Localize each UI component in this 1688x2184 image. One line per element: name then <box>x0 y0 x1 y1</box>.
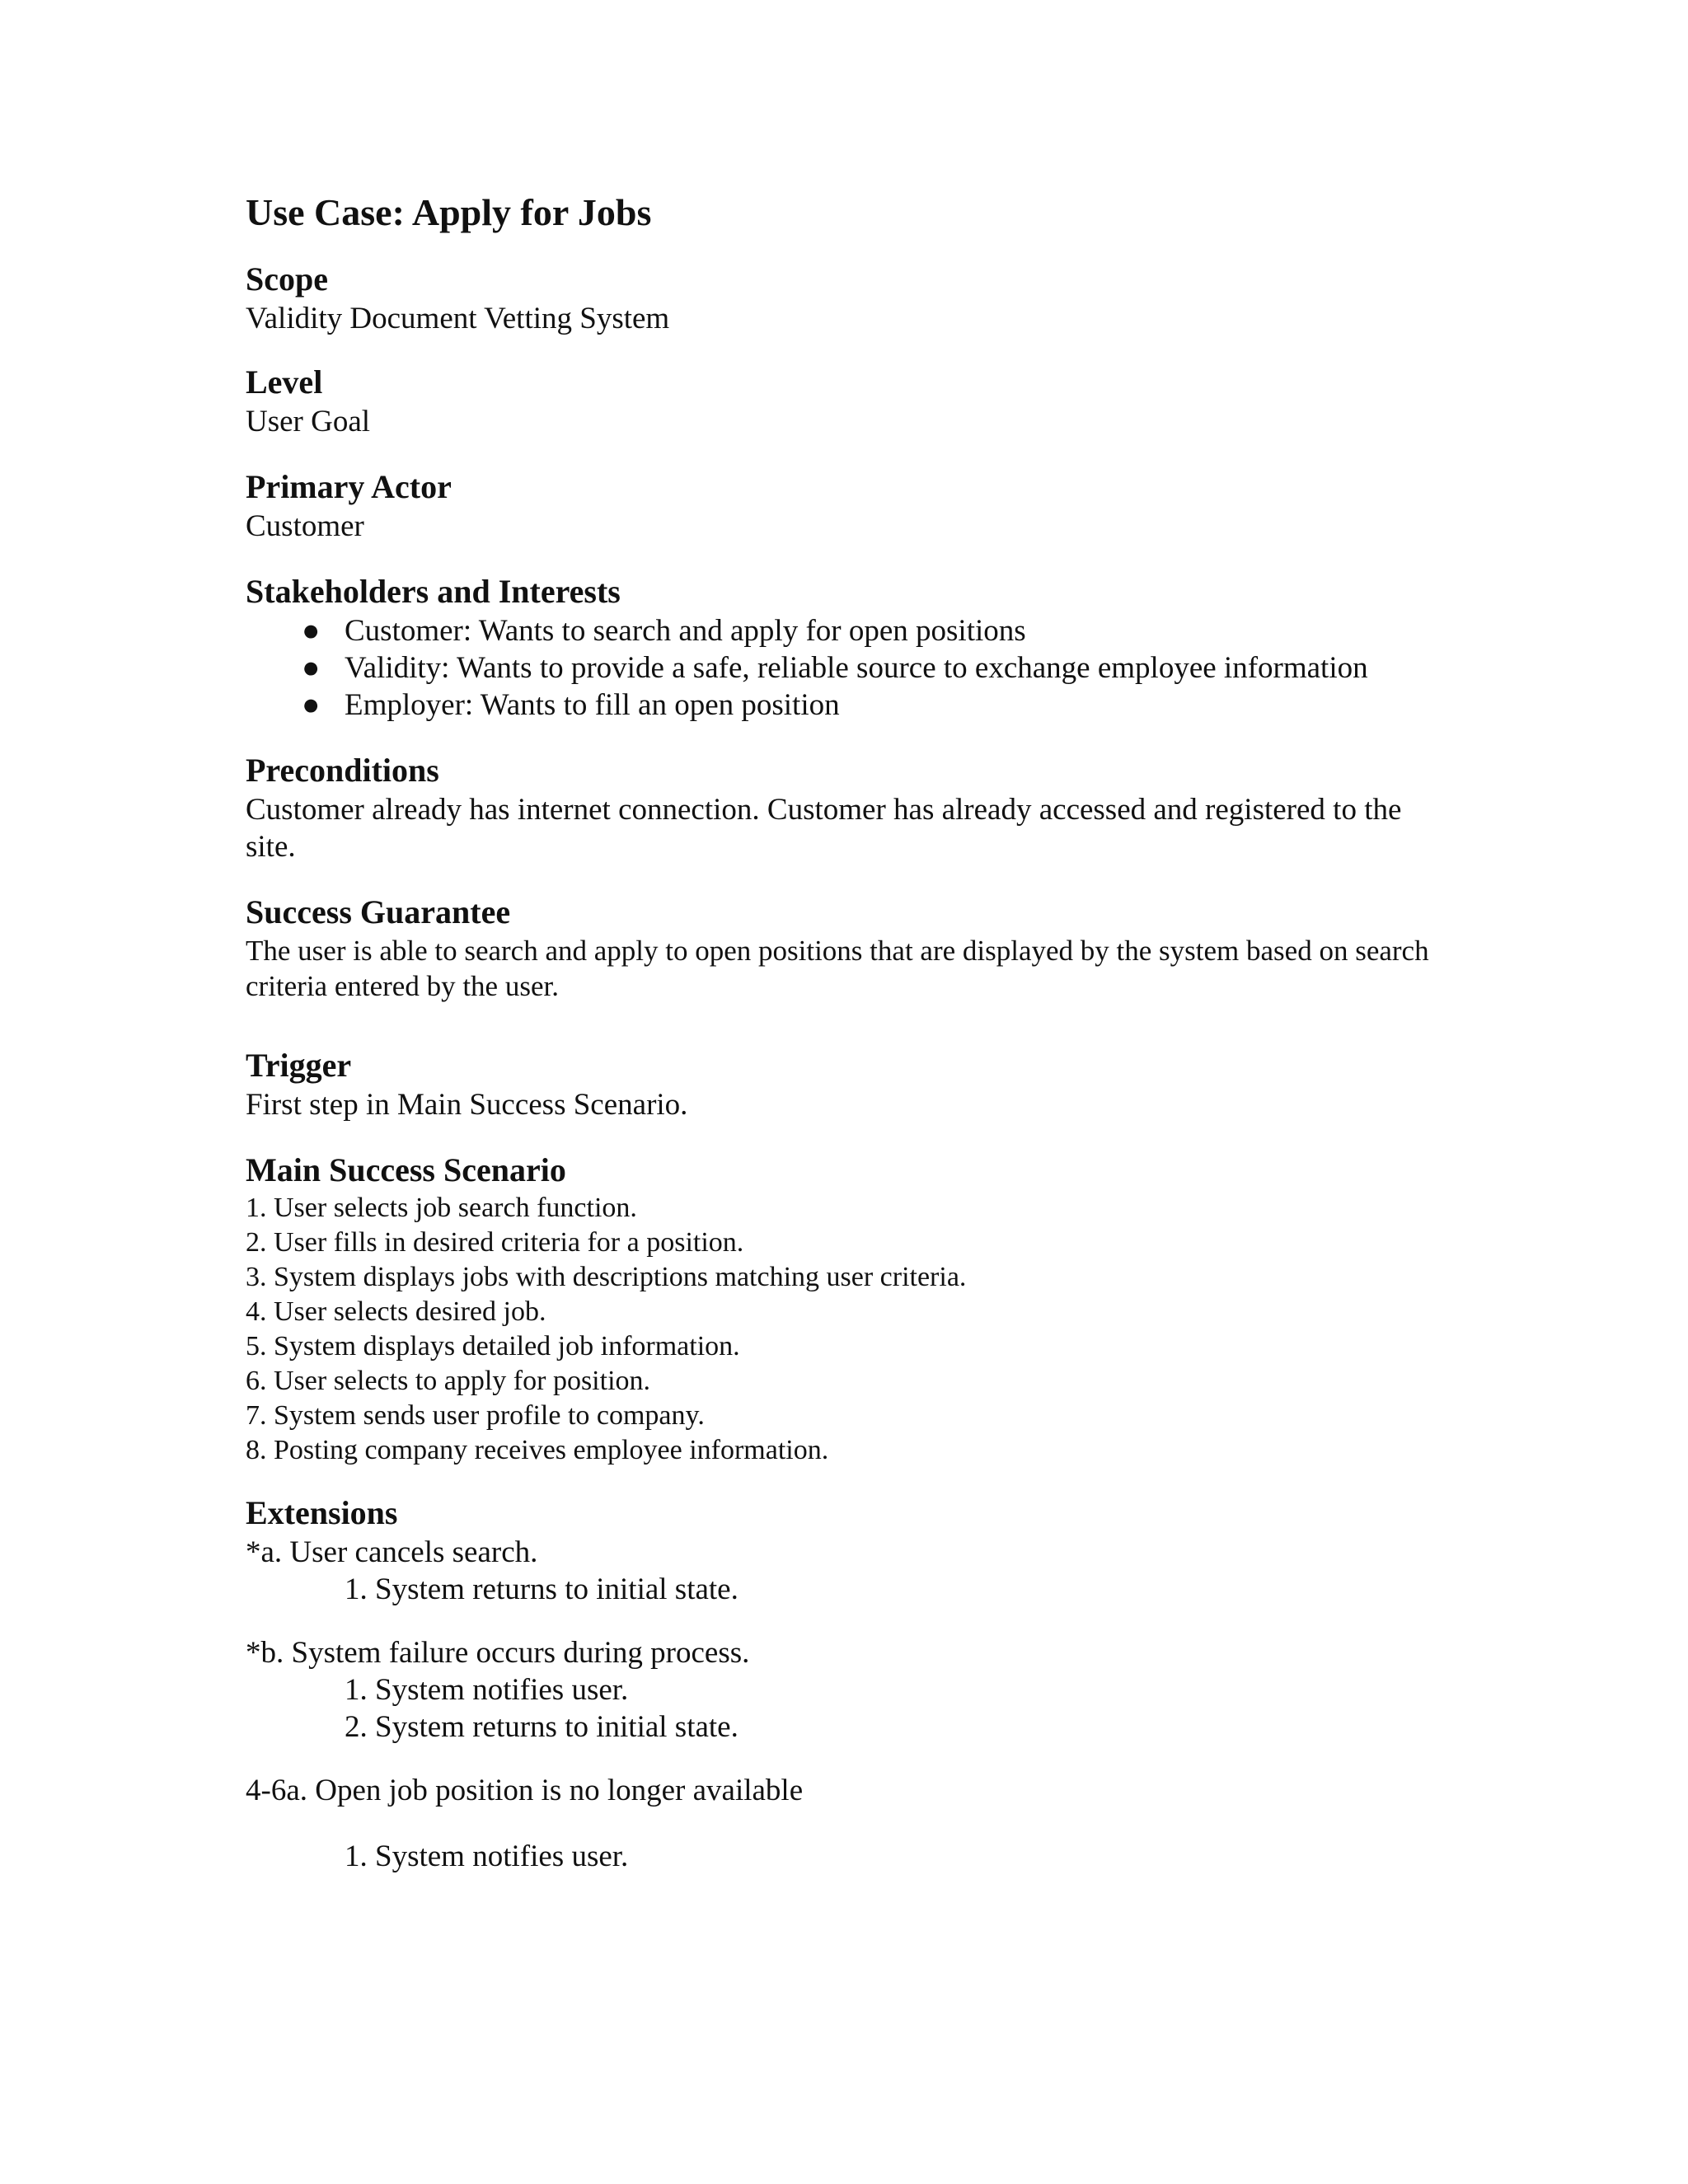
preconditions-heading: Preconditions <box>246 752 439 789</box>
main-success-heading: Main Success Scenario <box>246 1151 566 1188</box>
primary-actor-section <box>246 466 1441 545</box>
scenario-step: 8. Posting company receives employee information. <box>246 1435 829 1465</box>
extensions-section <box>246 1493 1441 1875</box>
primary-actor-heading: Primary Actor <box>246 468 452 505</box>
bullet-icon: ● <box>302 688 321 722</box>
stakeholders-heading: Stakeholders and Interests <box>246 573 621 610</box>
extensions-heading: Extensions <box>246 1494 398 1531</box>
scope-text: Validity Document Vetting System <box>246 302 670 335</box>
extension-step: 1. System notifies user. <box>345 1673 629 1707</box>
list-item-text: Employer: Wants to fill an open position <box>345 688 840 722</box>
success-guarantee-heading: Success Guarantee <box>246 893 511 930</box>
list-item-text: Customer: Wants to search and apply for open positions <box>345 614 1026 648</box>
extension-step: 2. System returns to initial state. <box>345 1710 738 1744</box>
document-page <box>246 190 1441 1875</box>
scope-section <box>246 259 1441 337</box>
level-heading: Level <box>246 363 323 401</box>
extension-label: *a. User cancels search. <box>246 1535 538 1569</box>
preconditions-section <box>246 750 1441 865</box>
bullet-icon: ● <box>302 614 321 648</box>
preconditions-text: Customer already has internet connection. Customer has already accessed and registered to the site. <box>246 793 1402 864</box>
extension-step: 1. System returns to initial state. <box>345 1572 738 1606</box>
trigger-text: First step in Main Success Scenario. <box>246 1088 688 1122</box>
stakeholders-list <box>246 612 1441 724</box>
scenario-step: 6. User selects to apply for position. <box>246 1366 651 1396</box>
page-title: Use Case: Apply for Jobs <box>246 191 652 233</box>
scenario-step: 4. User selects desired job. <box>246 1296 546 1327</box>
list-item <box>246 687 1441 724</box>
list-item <box>246 612 1441 649</box>
extension-label: 4-6a. Open job position is no longer available <box>246 1774 804 1807</box>
extension-label: *b. System failure occurs during process. <box>246 1636 750 1670</box>
success-guarantee-text: The user is able to search and apply to open positions that are displayed by the system based on search criteria entered by the user. <box>246 935 1429 1002</box>
scope-heading: Scope <box>246 260 328 298</box>
extension-a <box>246 1534 1441 1608</box>
extension-c <box>246 1772 1441 1875</box>
scenario-step: 7. System sends user profile to company. <box>246 1400 705 1431</box>
scenario-step: 2. User fills in desired criteria for a position. <box>246 1227 744 1258</box>
trigger-heading: Trigger <box>246 1047 352 1084</box>
scenario-step: 5. System displays detailed job information. <box>246 1331 740 1361</box>
trigger-section <box>246 1045 1441 1123</box>
extension-step: 1. System notifies user. <box>345 1840 629 1873</box>
primary-actor-text: Customer <box>246 509 364 543</box>
bullet-icon: ● <box>302 651 321 685</box>
success-guarantee-section <box>246 892 1441 1004</box>
scenario-step: 1. User selects job search function. <box>246 1193 637 1223</box>
level-text: User Goal <box>246 405 371 438</box>
extension-b <box>246 1634 1441 1746</box>
stakeholders-section <box>246 571 1441 724</box>
main-success-section <box>246 1150 1441 1468</box>
list-item-text: Validity: Wants to provide a safe, reliable source to exchange employee information <box>345 651 1368 685</box>
level-section <box>246 362 1441 440</box>
list-item <box>246 649 1441 687</box>
scenario-step: 3. System displays jobs with descriptions matching user criteria. <box>246 1262 967 1292</box>
